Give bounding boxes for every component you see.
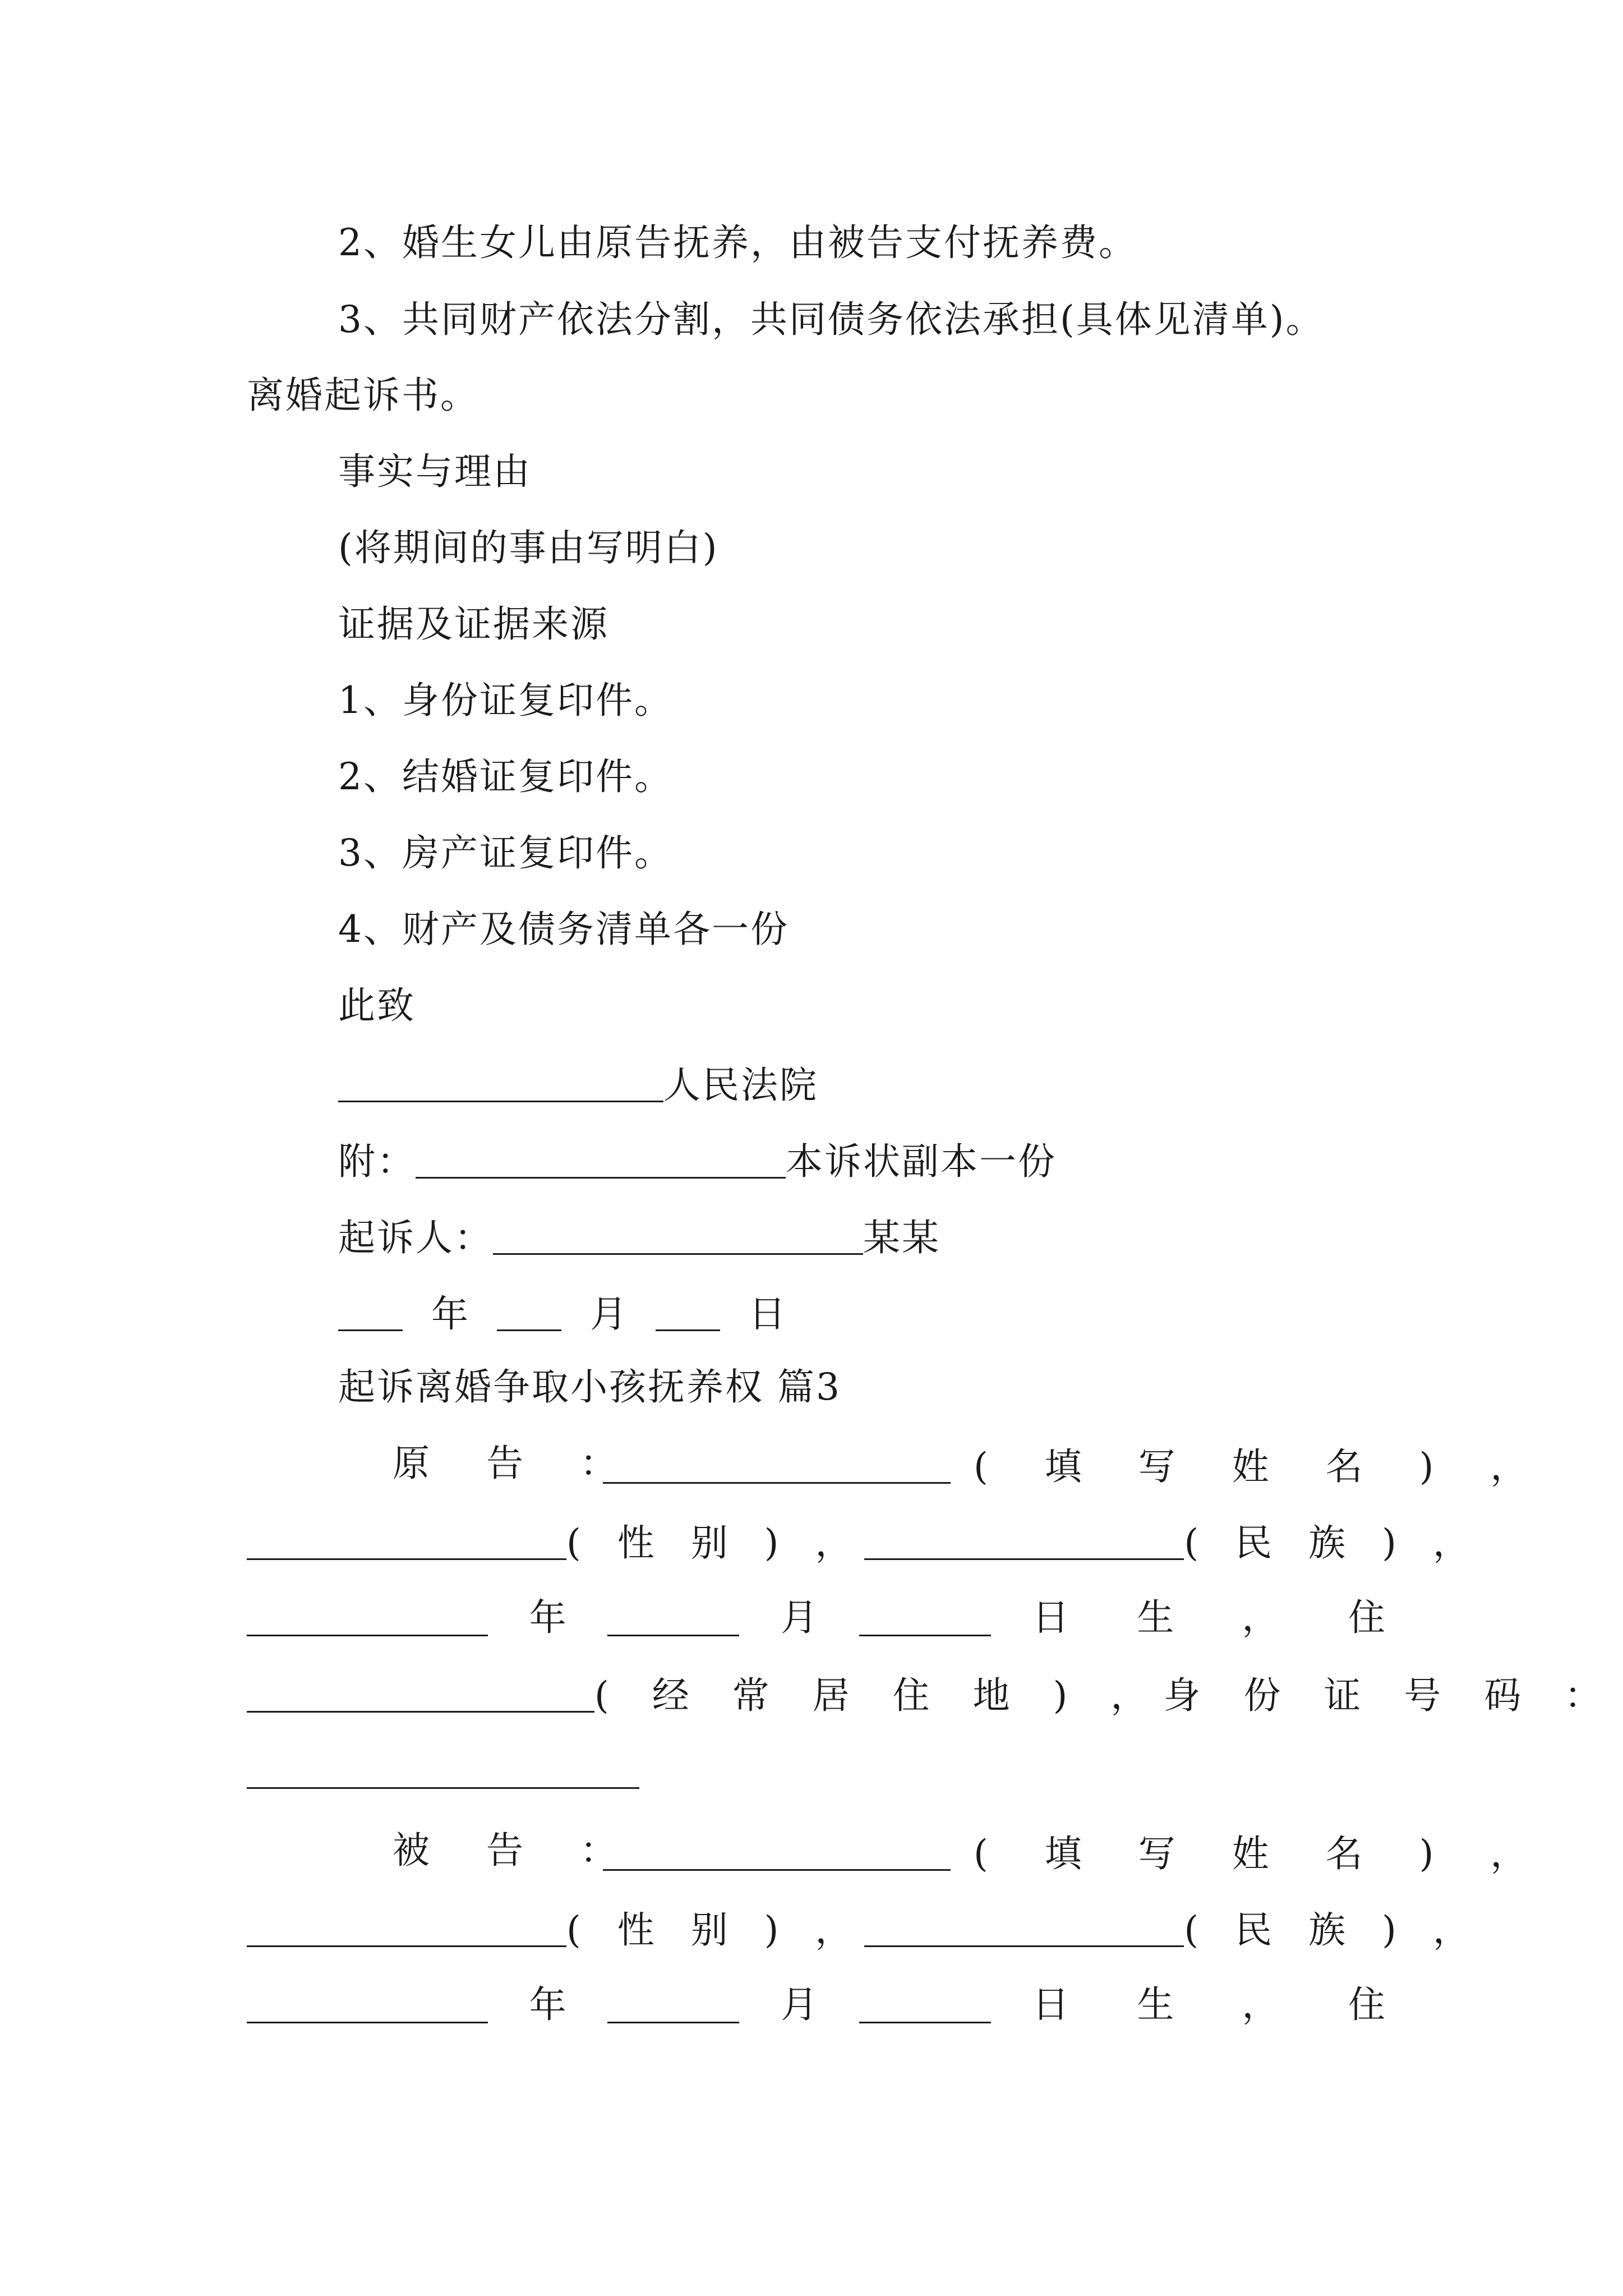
plaintiff-residence-blank — [247, 1674, 594, 1713]
plaintiff-live-label: 住 — [1348, 1596, 1385, 1639]
day-label: 日 — [748, 1292, 786, 1336]
plaintiff-month-label: 月 — [781, 1596, 818, 1639]
date-line — [338, 1292, 803, 1336]
plaintiff-ethnicity-blank — [864, 1521, 1184, 1560]
plaintiff-gender-hint: ( 性 别 ) ， — [566, 1521, 865, 1565]
appendix-label: 附： — [338, 1140, 416, 1183]
appendix-blank — [416, 1140, 786, 1179]
defendant-month-blank — [607, 1985, 739, 2023]
plaintiff-month-blank — [607, 1598, 739, 1636]
section-title: 起诉离婚争取小孩抚养权 篇3 — [338, 1365, 841, 1409]
plaintiff-signature-blank — [493, 1216, 863, 1255]
plaintiff-name-blank — [603, 1445, 951, 1484]
defendant-year-blank — [247, 1985, 488, 2023]
plaintiff-year-label: 年 — [529, 1596, 566, 1639]
plaintiff-year-blank — [247, 1598, 488, 1636]
facts-note: (将期间的事由写明白) — [338, 526, 719, 569]
year-label: 年 — [431, 1292, 468, 1336]
salutation: 此致 — [338, 984, 416, 1027]
defendant-day-blank — [859, 1985, 991, 2023]
defendant-name-hint: ( 填 写 姓 名 ) ， — [973, 1832, 1550, 1875]
defendant-gender-hint: ( 性 别 ) ， — [566, 1908, 865, 1952]
court-suffix: 人民法院 — [663, 1064, 818, 1107]
document-caption: 离婚起诉书。 — [247, 374, 479, 417]
facts-heading: 事实与理由 — [338, 450, 532, 493]
defendant-month-label: 月 — [781, 1983, 818, 2026]
evidence-item-3: 3、房产证复印件。 — [338, 831, 673, 875]
day-blank — [656, 1292, 720, 1331]
defendant-name-row — [603, 1832, 1550, 1875]
claim-item-2: 2、婚生女儿由原告抚养，由被告支付抚养费。 — [338, 221, 1137, 264]
claim-item-3: 3、共同财产依法分割，共同债务依法承担(具体见清单)。 — [338, 298, 1325, 341]
defendant-year-label: 年 — [529, 1983, 566, 2026]
defendant-gender-row — [247, 1908, 1482, 1952]
evidence-item-1: 1、身份证复印件。 — [338, 679, 673, 722]
evidence-item-4: 4、财产及债务清单各一份 — [338, 908, 789, 951]
defendant-label: 被 告 ： — [393, 1829, 639, 1872]
defendant-ethnicity-hint: ( 民 族 ) ， — [1184, 1908, 1482, 1952]
plaintiff-ethnicity-hint: ( 民 族 ) ， — [1184, 1521, 1482, 1565]
defendant-birth-row — [247, 1983, 1385, 2026]
plaintiff-birth-row — [247, 1596, 1385, 1639]
evidence-item-2: 2、结婚证复印件。 — [338, 755, 673, 798]
plaintiff-id-blank — [247, 1750, 639, 1789]
month-blank — [497, 1292, 561, 1331]
defendant-born-label: 日 生 ， — [1032, 1983, 1307, 2026]
plaintiff-id-row — [247, 1750, 639, 1791]
appendix-line — [338, 1140, 1057, 1183]
evidence-heading: 证据及证据来源 — [338, 602, 609, 646]
plaintiff-born-label: 日 生 ， — [1032, 1596, 1307, 1639]
plaintiff-id-label: 身 份 证 号 码 ： — [1163, 1674, 1617, 1717]
plaintiff-name-hint: ( 填 写 姓 名 ) ， — [973, 1445, 1550, 1488]
plaintiff-label: 原 告 ： — [393, 1442, 639, 1485]
plaintiff-gender-blank — [247, 1521, 566, 1560]
year-blank — [338, 1292, 403, 1331]
plaintiff-signature-line — [338, 1216, 940, 1257]
defendant-name-blank — [603, 1832, 951, 1871]
plaintiff-residence-row — [247, 1674, 1617, 1717]
plaintiff-signature-name: 某某 — [863, 1216, 940, 1259]
plaintiff-gender-row — [247, 1521, 1482, 1565]
defendant-ethnicity-blank — [864, 1908, 1184, 1947]
month-label: 月 — [589, 1292, 627, 1336]
court-line — [338, 1064, 818, 1107]
plaintiff-name-row — [603, 1445, 1550, 1488]
appendix-suffix: 本诉状副本一份 — [786, 1140, 1057, 1183]
plaintiff-day-blank — [859, 1598, 991, 1636]
defendant-live-label: 住 — [1348, 1983, 1385, 2026]
court-name-blank — [338, 1064, 663, 1102]
plaintiff-residence-hint: ( 经 常 居 住 地 ) ， — [594, 1674, 1164, 1717]
defendant-gender-blank — [247, 1908, 566, 1947]
plaintiff-signature-label: 起诉人： — [338, 1216, 493, 1259]
